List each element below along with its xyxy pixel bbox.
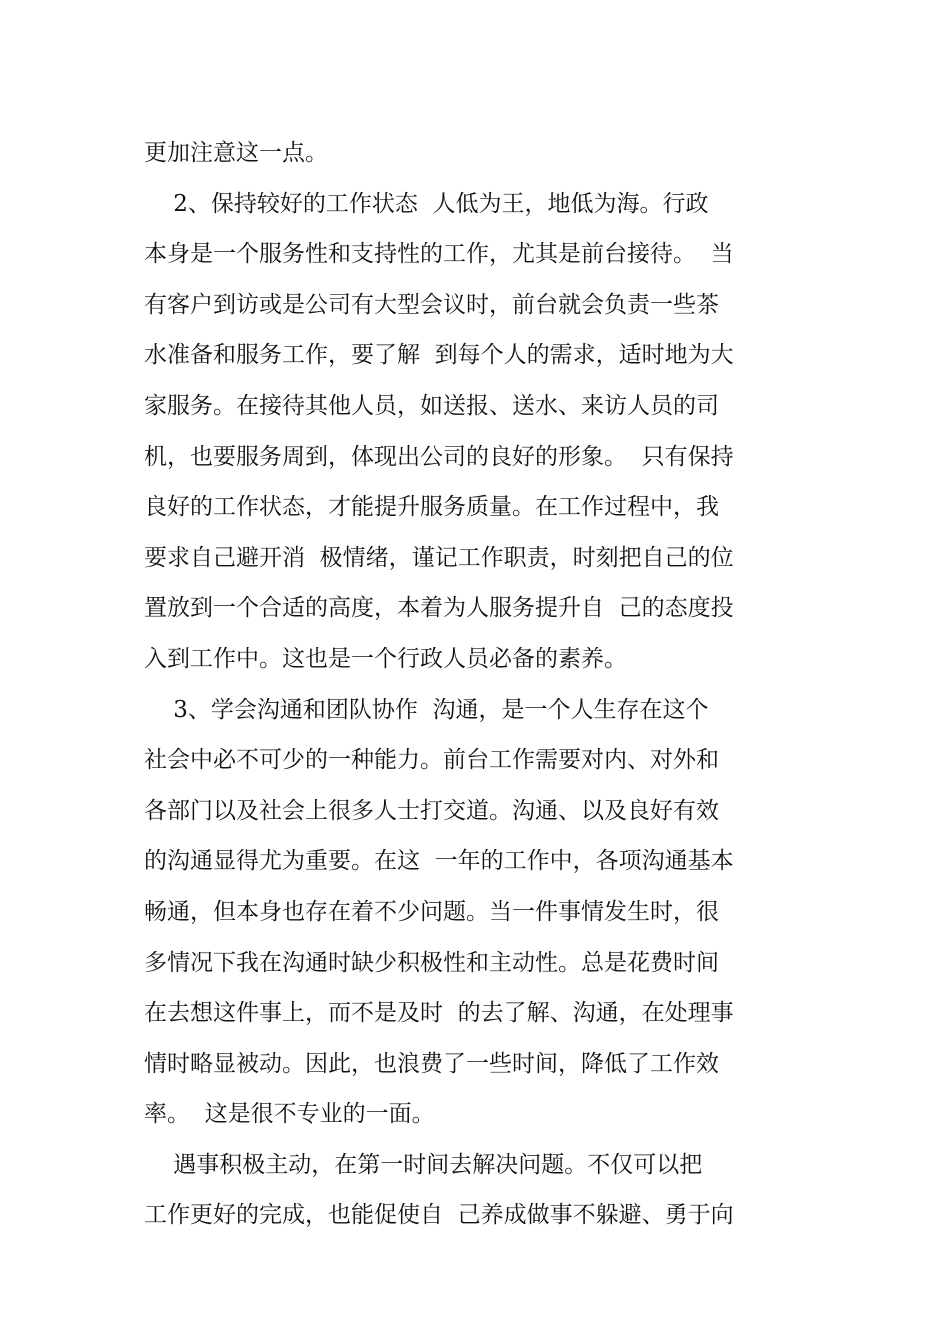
text-line: 各部门以及社会上很多人士打交道。沟通、以及良好有效 bbox=[144, 797, 719, 824]
text-line: 的沟通显得尤为重要。在这 一年的工作中，各项沟通基本 bbox=[144, 848, 734, 875]
text-line: 2、保持较好的工作状态 人低为王，地低为海。行政 bbox=[144, 190, 709, 217]
text-line: 入到工作中。这也是一个行政人员必备的素养。 bbox=[144, 645, 627, 672]
text-line: 要求自己避开消 极情绪，谨记工作职责，时刻把自己的位 bbox=[144, 544, 734, 571]
text-line: 家服务。在接待其他人员，如送报、送水、来访人员的司 bbox=[144, 392, 719, 419]
text-line: 良好的工作状态，才能提升服务质量。在工作过程中，我 bbox=[144, 494, 719, 521]
text-line: 畅通，但本身也存在着不少问题。当一件事情发生时，很 bbox=[144, 898, 719, 925]
text-line: 情时略显被动。因此，也浪费了一些时间，降低了工作效 bbox=[144, 1050, 719, 1077]
text-line: 在去想这件事上，而不是及时 的去了解、沟通，在处理事 bbox=[144, 1000, 734, 1027]
text-line: 本身是一个服务性和支持性的工作，尤其是前台接待。 当 bbox=[144, 241, 734, 268]
text-line: 工作更好的完成，也能促使自 己养成做事不躲避、勇于向 bbox=[144, 1202, 734, 1229]
text-line: 机，也要服务周到，体现出公司的良好的形象。 只有保持 bbox=[144, 443, 734, 470]
text-line: 3、学会沟通和团队协作 沟通，是一个人生存在这个 bbox=[144, 696, 709, 723]
text-line: 遇事积极主动，在第一时间去解决问题。不仅可以把 bbox=[144, 1151, 703, 1178]
text-line: 水准备和服务工作，要了解 到每个人的需求，适时地为大 bbox=[144, 342, 734, 369]
text-line: 多情况下我在沟通时缺少积极性和主动性。总是花费时间 bbox=[144, 949, 719, 976]
text-line: 率。 这是很不专业的一面。 bbox=[144, 1101, 435, 1128]
text-line: 更加注意这一点。 bbox=[144, 140, 328, 166]
document-body bbox=[144, 128, 808, 1241]
text-line: 置放到一个合适的高度，本着为人服务提升自 己的态度投 bbox=[144, 595, 734, 622]
text-line: 有客户到访或是公司有大型会议时，前台就会负责一些茶 bbox=[144, 291, 719, 318]
text-line: 社会中必不可少的一种能力。前台工作需要对内、对外和 bbox=[144, 747, 719, 774]
